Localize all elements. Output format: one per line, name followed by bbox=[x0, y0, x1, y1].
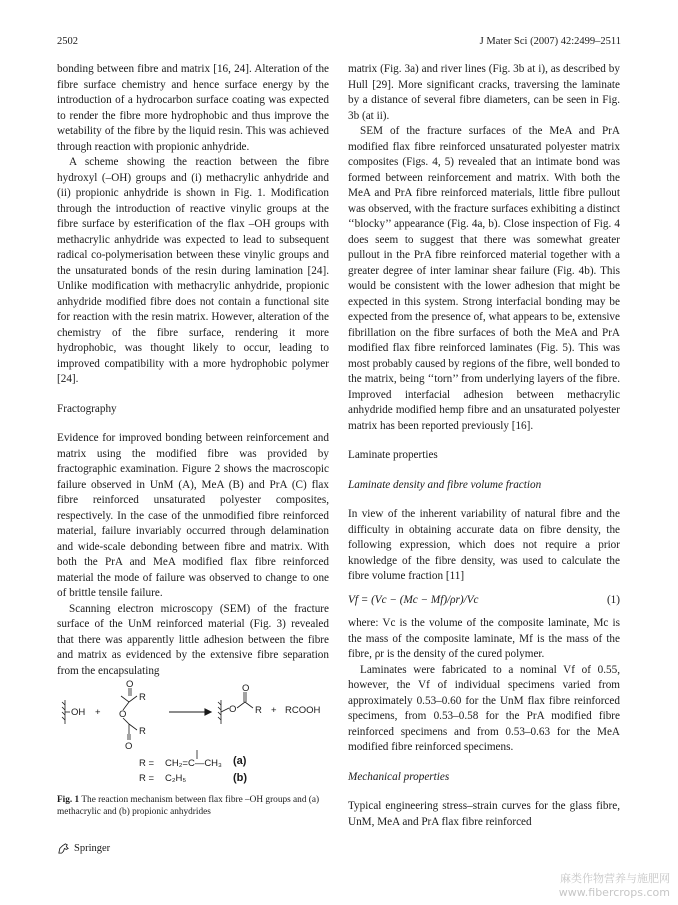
product-ester-oxygen: O bbox=[229, 704, 237, 715]
anhydride-oxygen-mid: O bbox=[119, 709, 127, 720]
r-equals-b: R = bbox=[139, 773, 155, 784]
paragraph: matrix (Fig. 3a) and river lines (Fig. 3b at i), as described by Hull [29]. More significant cracks, traversing the laminate by a distance of several fibre diameters, can be seen in Fig. 3b (at ii). bbox=[348, 63, 620, 122]
byproduct-rcooh: RCOOH bbox=[285, 705, 321, 716]
product-oxygen-top: O bbox=[242, 683, 250, 694]
figure-caption-label: Fig. 1 bbox=[57, 795, 80, 805]
hydroxyl-label: OH bbox=[71, 707, 86, 718]
publisher-name: Springer bbox=[74, 843, 111, 854]
journal-reference: J Mater Sci (2007) 42:2499–2511 bbox=[479, 36, 621, 47]
paragraph: where: Vc is the volume of the composite laminate, Mc is the mass of the composite laminate, Mf is the mass of the fibre, ρr is the density of the cured polymer. bbox=[348, 617, 620, 660]
plus-sign: + bbox=[95, 707, 101, 718]
watermark bbox=[559, 872, 670, 900]
paragraph: In view of the inherent variability of natural fibre and the difficulty in obtaining accurate data on fibre density, the following expression, which does not require a prior knowledge of the fibre density, was used to calculate the fibre volume fraction [11] bbox=[348, 508, 620, 582]
label-b: (b) bbox=[233, 772, 248, 784]
paragraph: Evidence for improved bonding between reinforcement and matrix using the modified fibre was provided by fractographic examination. Figure 2 shows the macroscopic failure observed in UnM (A), MeA (B) and PrA (C) flax fibre reinforced unsaturated polyester composites, respectively. In the case of the unmodified fibre reinforced material, failure invariably occurred through delamination and wide-scale debonding between fibre and matrix. With both the PrA and MeA modified flax fibre reinforced material the mode of failure was observed to change to one of brittle tensile failure. bbox=[57, 432, 329, 599]
anhydride-oxygen-bottom: O bbox=[125, 741, 133, 752]
anhydride-r-top: R bbox=[139, 692, 146, 703]
plus-sign: + bbox=[271, 705, 277, 716]
springer-horse-icon bbox=[57, 842, 70, 855]
fibre-surface-hatch bbox=[62, 700, 70, 724]
paragraph: SEM of the fracture surfaces of the MeA and PrA modified flax fibre reinforced unsaturated polyester matrix composites (Figs. 4, 5) revealed that an intimate bond was formed between reinforcement and matrix. With both the MeA and PrA fibre reinforced materials, little fibre pullout was observed, with the fracture surfaces exhibiting a distinct ‘‘blocky’’ appearance (Fig. 4a, b). Close inspection of Fig. 4 does seem to suggest that there was somewhat greater pullout in the PrA fibre reinforced material together with a greater degree of inter laminar shear failure (Fig. 4b). This would be consistent with the lower adhesion that might be expected in this system. Strong interfacial bonding may be expected from the presence of, what appears to be, extensive fibrillation on the fibre surfaces of both the MeA and PrA modified flax fibre reinforced laminates (Fig. 5). This was most probably caused by regions of the fibre, well bonded to the matrix, being ‘‘torn’’ from underlying layers of the fibre. Improved interfacial adhesion between methacrylic anhydride modified hemp fibre and an unsaturated polyester matrix has been reported previously [16]. bbox=[348, 125, 620, 432]
page-number: 2502 bbox=[57, 36, 78, 47]
paragraph: A scheme showing the reaction between the fibre hydroxyl (–OH) groups and (i) methacrylic anhydride and (ii) propionic anhydride is shown in Fig. 1. Modification through the introduction of reactive vinylic groups at the fibre surface by esterification of the flax –OH groups with methacrylic anhydride was expected to lead to subsequent radical co-polymerisation between these vinylic groups and the unsaturated bonds of the resin during lamination [24]. Unlike modification with methacrylic anhydride, propionic anhydride modified fibre does not contain a functional site for reaction with the resin matrix. However, alteration of the chemistry of the fibre surface, rendering it more hydrophobic, was thought likely to occur, leading to improved compatibility with a more hydrophobic polymer [24]. bbox=[57, 156, 329, 385]
figure-1-reaction-scheme bbox=[57, 680, 329, 790]
product-r: R bbox=[255, 705, 262, 716]
watermark-line-2: www.fibercrops.com bbox=[558, 886, 670, 899]
paragraph: Typical engineering stress–strain curves for the glass fibre, UnM, MeA and PrA flax fibre reinforced bbox=[348, 800, 620, 828]
watermark-line-1: 麻类作物营养与施肥网 bbox=[560, 872, 670, 885]
anhydride-oxygen-top: O bbox=[126, 680, 134, 690]
left-column bbox=[57, 62, 329, 679]
footer bbox=[57, 842, 110, 855]
subsection-heading-density: Laminate density and fibre volume fraction bbox=[348, 478, 542, 491]
anhydride-r-bottom: R bbox=[139, 726, 146, 737]
paragraph: Laminates were fabricated to a nominal Vf of 0.55, however, the Vf of individual specimens varied from approximately 0.53–0.60 for the UnM flax fibre reinforced specimens, from 0.53–0.58 for the PrA modified fibre reinforced specimens and from 0.53–0.63 for the MeA modified fibre reinforced specimens. bbox=[348, 663, 620, 753]
paragraph: Scanning electron microscopy (SEM) of the fracture surface of the UnM reinforced material (Fig. 3) revealed that there was apparently little adhesion between the fibre and matrix as evidenced by the extensive fibre separation from the encapsulating bbox=[57, 602, 329, 677]
paragraph: bonding between fibre and matrix [16, 24]. Alteration of the fibre surface chemistry and hence surface energy by the introduction of a hydrocarbon surface coating was expected to render the fibre more hydrophobic and thus improve the wetability of the fibre by the liquid resin. This was achieved through reaction with propionic anhydride. bbox=[57, 63, 329, 153]
reaction-arrow bbox=[169, 709, 211, 715]
figure-caption-text: The reaction mechanism between flax fibre –OH groups and (a) methacrylic and (b) propionic anhydrides bbox=[57, 795, 320, 817]
figure-1-caption bbox=[57, 794, 329, 818]
label-a: (a) bbox=[233, 755, 247, 767]
equation-number: (1) bbox=[606, 593, 620, 606]
subsection-heading-mechanical: Mechanical properties bbox=[348, 770, 450, 783]
section-heading-laminate-properties: Laminate properties bbox=[348, 449, 438, 461]
substituent-a: CH₂=C—CH₃ bbox=[165, 758, 222, 769]
r-equals-a: R = bbox=[139, 758, 155, 769]
section-heading-fractography: Fractography bbox=[57, 402, 117, 415]
substituent-b: C₂H₅ bbox=[165, 773, 187, 784]
right-column bbox=[348, 62, 620, 830]
equation-1 bbox=[348, 593, 620, 609]
equation-body: Vf = (Vc − (Mc − Mf)/ρr)/Vc bbox=[348, 593, 479, 606]
